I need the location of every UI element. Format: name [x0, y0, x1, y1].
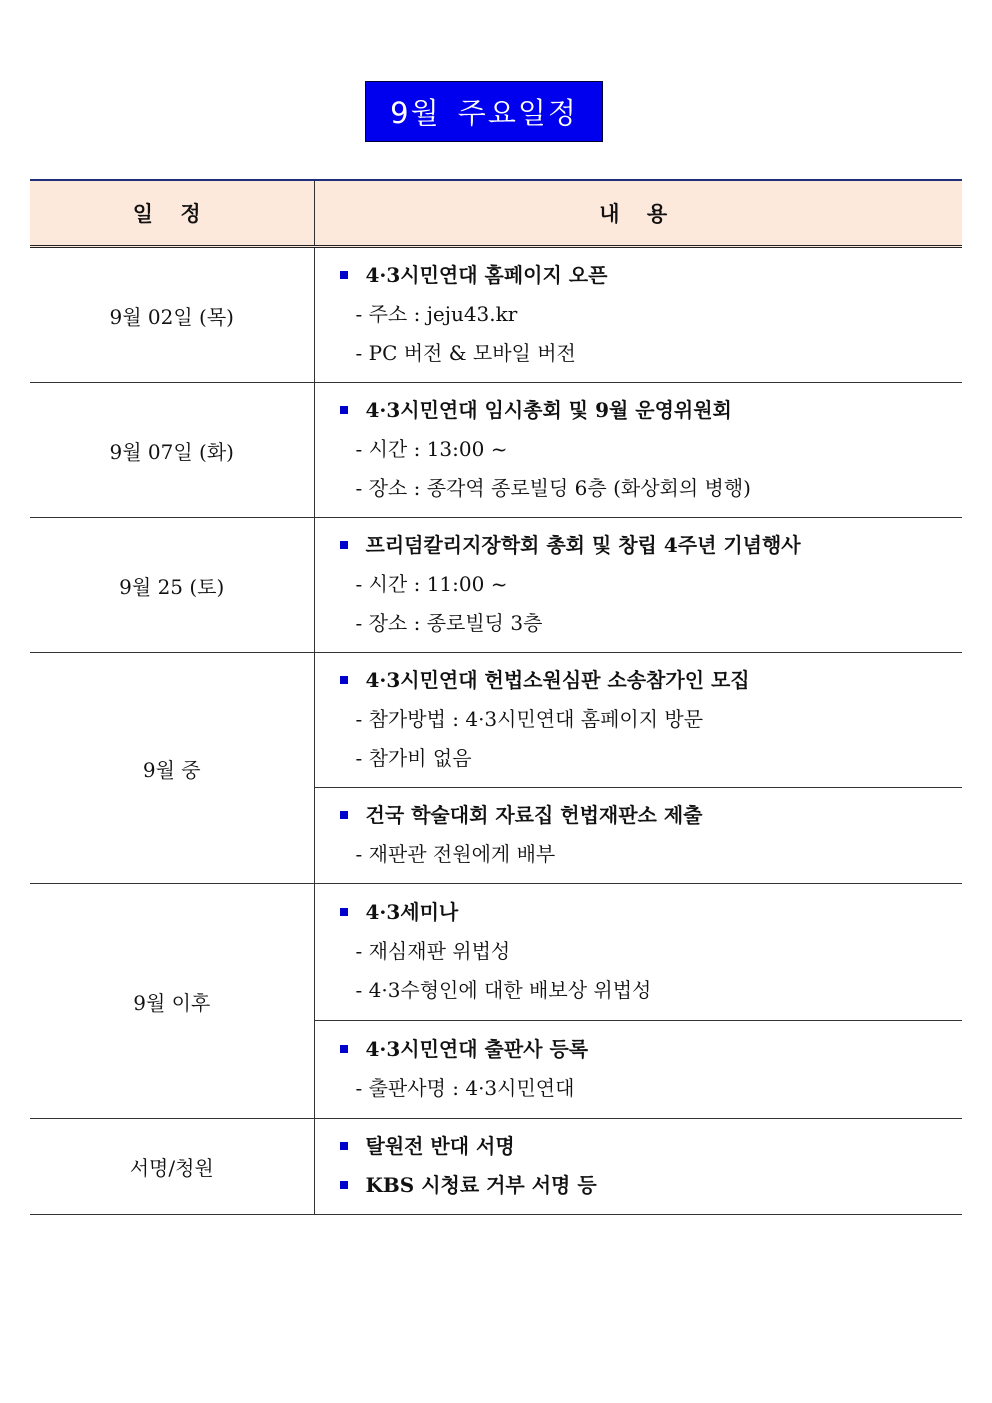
sub-item: - 장소 : 종로빌딩 3층 — [355, 611, 543, 635]
table-header-row — [30, 180, 962, 247]
sub-item: - 장소 : 종각역 종로빌딩 6층 (화상회의 병행) — [355, 476, 751, 500]
page-title: 9월 주요일정 — [390, 96, 578, 130]
date-cell: 9월 이후 — [30, 884, 314, 1119]
content-cell — [314, 884, 962, 1021]
header-date: 일 정 — [30, 180, 314, 247]
square-bullet-icon — [340, 1045, 348, 1053]
table-row — [30, 1119, 962, 1215]
square-bullet-icon — [340, 541, 348, 549]
date-cell: 9월 25 (토) — [30, 518, 314, 653]
content-cell — [314, 383, 962, 518]
header-content: 내 용 — [314, 180, 962, 247]
content-cell — [314, 653, 962, 788]
sub-item: - 출판사명 : 4·3시민연대 — [355, 1076, 575, 1100]
sub-item: - 재판관 전원에게 배부 — [355, 842, 556, 866]
sub-item: - 시간 : 11:00 ~ — [355, 572, 508, 596]
list-item: 4·3시민연대 임시총회 및 9월 운영위원회 — [340, 391, 963, 430]
date-cell: 9월 중 — [30, 653, 314, 884]
square-bullet-icon — [340, 676, 348, 684]
table-row — [30, 653, 962, 788]
list-item: 4·3세미나 — [340, 893, 963, 932]
square-bullet-icon — [340, 908, 348, 916]
sub-item: - 재심재판 위법성 — [355, 939, 511, 963]
list-item: 건국 학술대회 자료집 헌법재판소 제출 — [340, 796, 963, 835]
content-cell — [314, 1021, 962, 1119]
sub-item: - 주소 : jeju43.kr — [355, 302, 518, 326]
sub-item: - 참가방법 : 4·3시민연대 홈페이지 방문 — [355, 707, 704, 731]
table-row — [30, 247, 962, 383]
content-cell — [314, 247, 962, 383]
sub-item: - PC 버전 & 모바일 버전 — [355, 341, 576, 365]
content-cell — [314, 788, 962, 884]
date-cell: 9월 07일 (화) — [30, 383, 314, 518]
content-cell — [314, 518, 962, 653]
list-item: KBS 시청료 거부 서명 등 — [340, 1166, 963, 1205]
sub-item: - 4·3수형인에 대한 배보상 위법성 — [355, 978, 652, 1002]
schedule-table — [30, 179, 962, 1215]
list-item: 4·3시민연대 홈페이지 오픈 — [340, 256, 963, 295]
sub-item: - 참가비 없음 — [355, 746, 472, 770]
table-row — [30, 518, 962, 653]
square-bullet-icon — [340, 1142, 348, 1150]
sub-item: - 시간 : 13:00 ~ — [355, 437, 508, 461]
square-bullet-icon — [340, 1181, 348, 1189]
date-cell: 서명/청원 — [30, 1119, 314, 1215]
square-bullet-icon — [340, 811, 348, 819]
list-item: 4·3시민연대 출판사 등록 — [340, 1030, 963, 1069]
date-cell: 9월 02일 (목) — [30, 247, 314, 383]
list-item: 프리덤칼리지장학회 총회 및 창립 4주년 기념행사 — [340, 526, 963, 565]
square-bullet-icon — [340, 271, 348, 279]
title-box — [365, 81, 603, 142]
square-bullet-icon — [340, 406, 348, 414]
list-item: 탈원전 반대 서명 — [340, 1127, 963, 1166]
table-row — [30, 383, 962, 518]
content-cell — [314, 1119, 962, 1215]
list-item: 4·3시민연대 헌법소원심판 소송참가인 모집 — [340, 661, 963, 700]
table-row — [30, 884, 962, 1021]
